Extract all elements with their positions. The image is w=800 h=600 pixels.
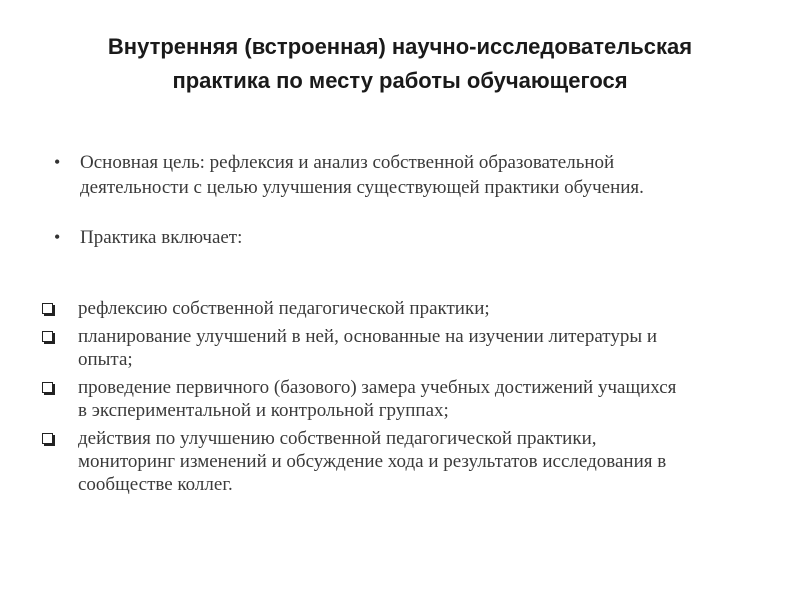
bullet-list: [52, 150, 772, 275]
checklist-text-line: в экспериментальной и контрольной группах;: [78, 400, 449, 421]
bullet-dot-icon: •: [54, 152, 61, 172]
bullet-item-includes: [52, 225, 772, 250]
checklist-text-line: мониторинг изменений и обсуждение хода и результатов исследования в: [78, 451, 667, 472]
checklist-item: [42, 376, 762, 422]
slide-title: [40, 30, 760, 98]
checklist-text-line: планирование улучшений в ней, основанные на изучении литературы и: [78, 326, 658, 347]
checklist-text-line: опыта;: [78, 349, 133, 370]
slide-title-line: практика по месту работы обучающегося: [172, 68, 628, 93]
checklist-item: [42, 297, 762, 320]
bullet-dot-icon: •: [54, 227, 61, 247]
checkbox-bullet-icon: [42, 303, 53, 314]
checklist-text-line: сообществе коллег.: [78, 474, 233, 495]
checklist-item: [42, 427, 762, 496]
checkbox-bullet-icon: [42, 382, 53, 393]
checkbox-list: [42, 297, 762, 501]
checklist-text-line: действия по улучшению собственной педагогической практики,: [78, 428, 597, 449]
bullet-text-line: Практика включает:: [80, 227, 243, 248]
checkbox-bullet-icon: [42, 331, 53, 342]
bullet-text-line: деятельности с целью улучшения существующей практики обучения.: [80, 177, 644, 198]
bullet-text-line: Основная цель: рефлексия и анализ собственной образовательной: [80, 152, 615, 173]
checklist-item: [42, 325, 762, 371]
checklist-text-line: рефлексию собственной педагогической практики;: [78, 298, 490, 319]
checkbox-bullet-icon: [42, 433, 53, 444]
slide-title-line: Внутренняя (встроенная) научно-исследовательская: [107, 34, 693, 59]
checklist-text-line: проведение первичного (базового) замера учебных достижений учащихся: [78, 377, 677, 398]
bullet-item-goal: [52, 150, 772, 200]
